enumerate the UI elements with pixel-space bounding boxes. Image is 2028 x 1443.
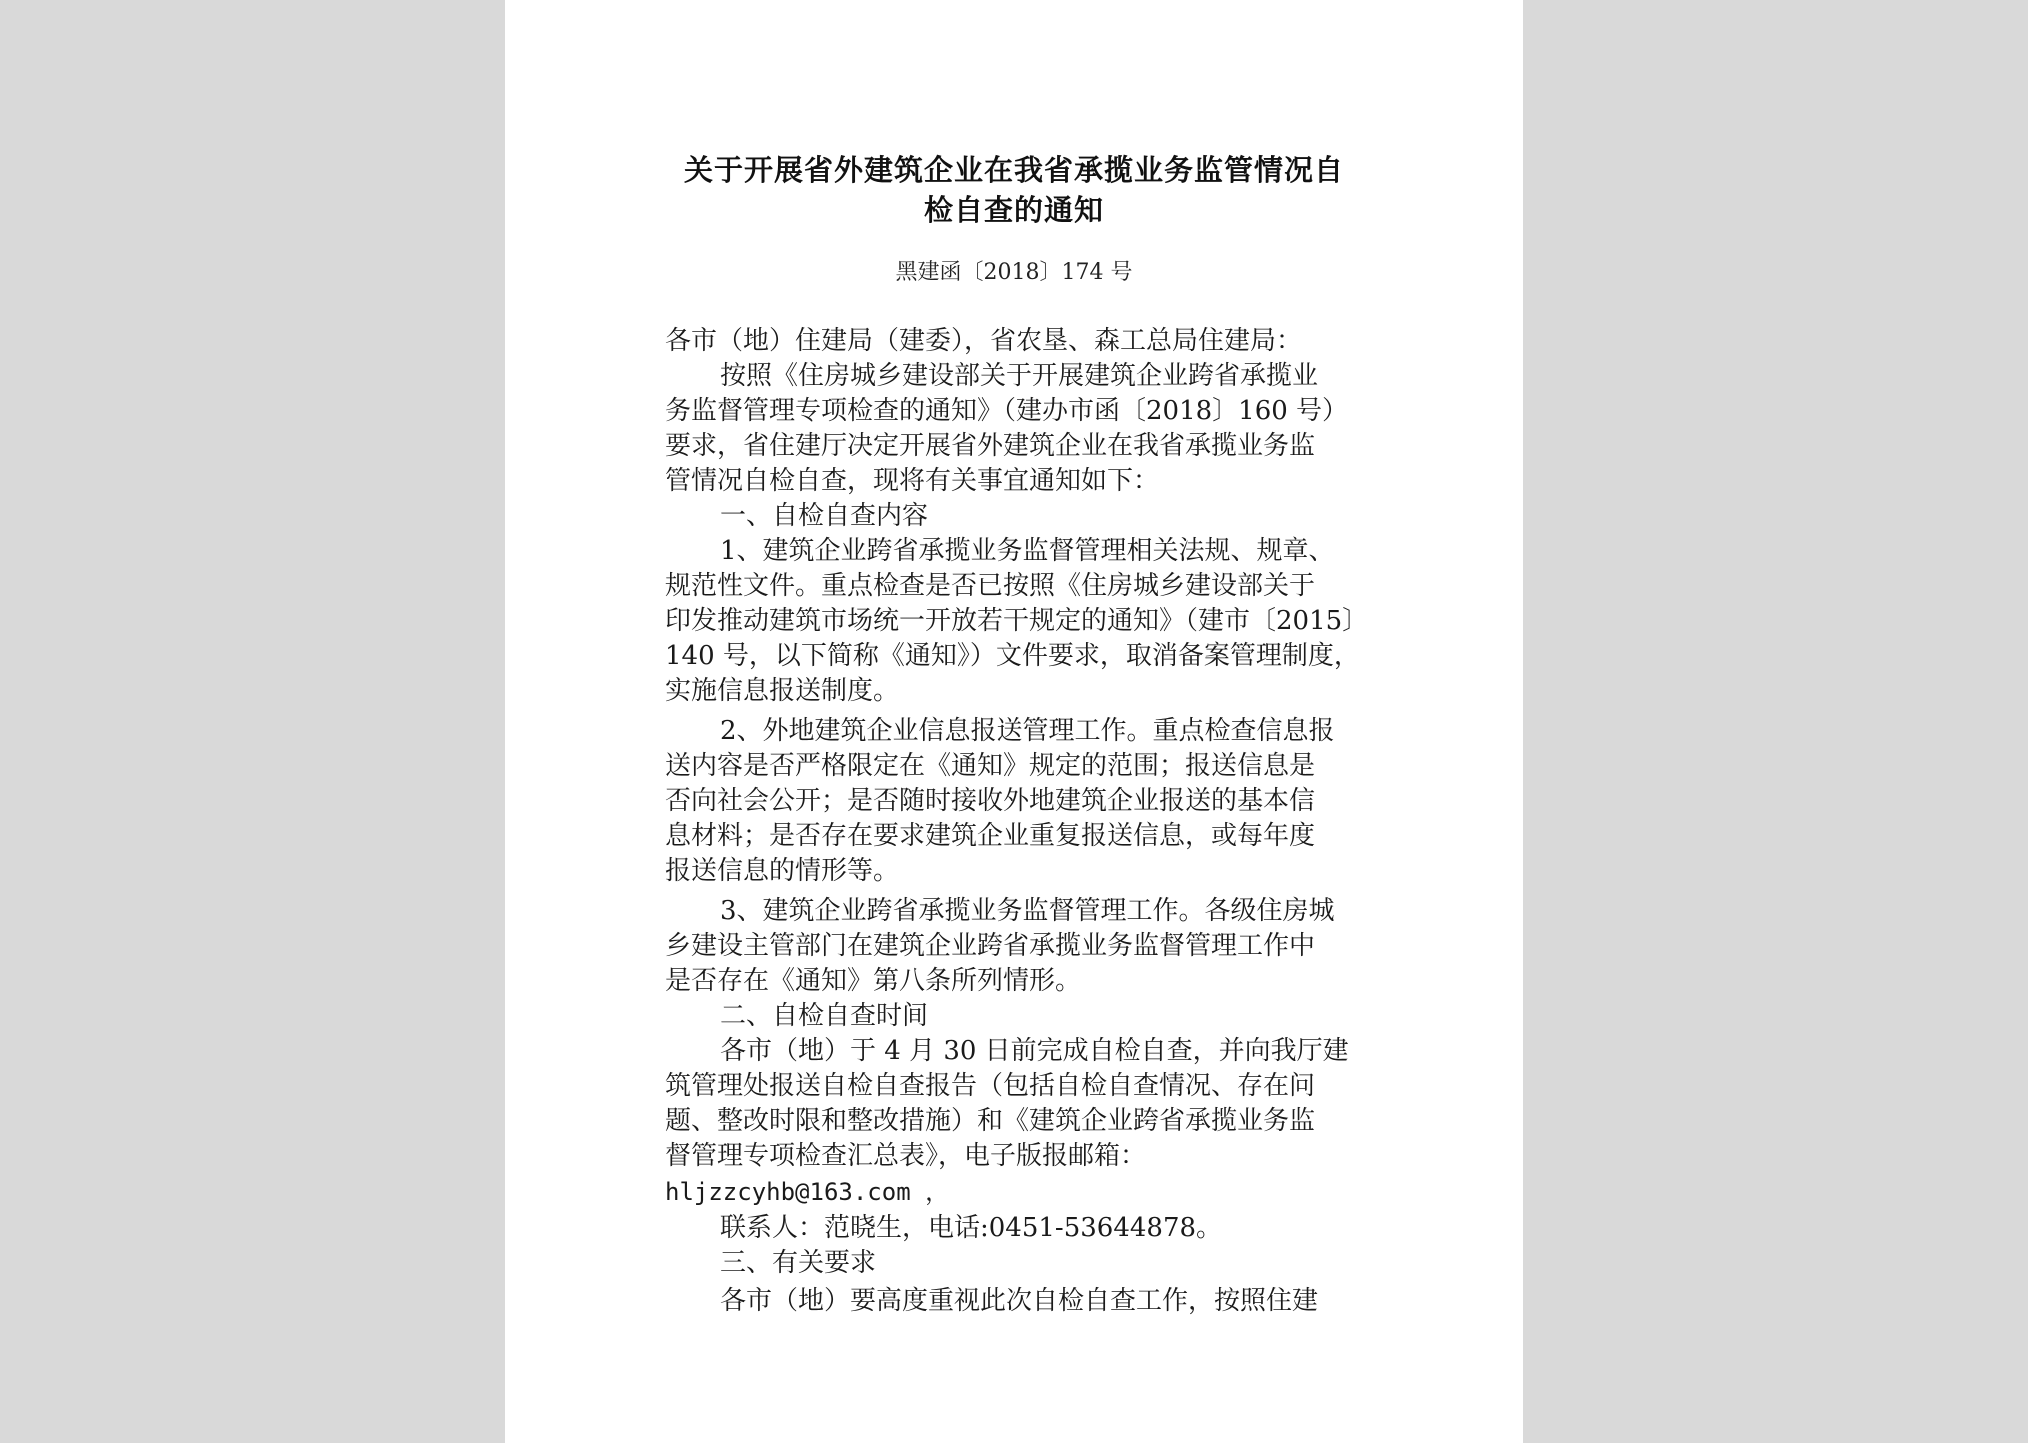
body-line: 按照《住房城乡建设部关于开展建筑企业跨省承揽业 bbox=[720, 361, 1319, 391]
document-title-line-2: 检自查的通知 bbox=[923, 193, 1104, 227]
body-line: 乡建设主管部门在建筑企业跨省承揽业务监督管理工作中 bbox=[665, 931, 1316, 961]
body-line: 送内容是否严格限定在《通知》规定的范围；报送信息是 bbox=[665, 751, 1316, 781]
body-line: 否向社会公开；是否随时接收外地建筑企业报送的基本信 bbox=[665, 786, 1316, 816]
body-line: 务监督管理专项检查的通知》（建办市函〔2018〕160 号） bbox=[665, 396, 1349, 426]
body-line: 督管理专项检查汇总表》，电子版报邮箱： bbox=[665, 1141, 1147, 1171]
body-line: 各市（地）于 4 月 30 日前完成自检自查，并向我厅建 bbox=[720, 1036, 1349, 1066]
body-line: 报送信息的情形等。 bbox=[665, 856, 900, 886]
section-heading: 一、自检自查内容 bbox=[720, 501, 929, 531]
body-line: 各市（地）住建局（建委），省农垦、森工总局住建局： bbox=[665, 326, 1303, 356]
body-line: 要求，省住建厅决定开展省外建筑企业在我省承揽业务监 bbox=[665, 431, 1316, 461]
body-line: 140 号，以下简称《通知》）文件要求，取消备案管理制度， bbox=[665, 641, 1360, 671]
body-line: 规范性文件。重点检查是否已按照《住房城乡建设部关于 bbox=[665, 571, 1316, 601]
body-line: 息材料；是否存在要求建筑企业重复报送信息，或每年度 bbox=[665, 821, 1316, 851]
email-address: hljzzcyhb@163.com ， bbox=[665, 1178, 950, 1206]
document-number: 黑建函〔2018〕174 号 bbox=[895, 260, 1133, 285]
body-line: 管情况自检自查，现将有关事宜通知如下： bbox=[665, 466, 1160, 496]
body-line: 筑管理处报送自检自查报告（包括自检自查情况、存在问 bbox=[665, 1071, 1316, 1101]
body-line: 实施信息报送制度。 bbox=[665, 676, 900, 706]
section-heading: 二、自检自查时间 bbox=[720, 1001, 929, 1031]
document-title-line-1: 关于开展省外建筑企业在我省承揽业务监管情况自 bbox=[683, 153, 1344, 187]
body-line: 3、建筑企业跨省承揽业务监督管理工作。各级住房城 bbox=[720, 896, 1335, 926]
body-line: 各市（地）要高度重视此次自检自查工作，按照住建 bbox=[720, 1286, 1319, 1316]
body-line: 2、外地建筑企业信息报送管理工作。重点检查信息报 bbox=[720, 716, 1335, 746]
section-heading: 三、有关要求 bbox=[720, 1248, 877, 1278]
body-line: 是否存在《通知》第八条所列情形。 bbox=[665, 966, 1082, 996]
body-line: 题、整改时限和整改措施）和《建筑企业跨省承揽业务监 bbox=[665, 1106, 1316, 1136]
contact-line: 联系人：范晓生，电话:0451-53644878。 bbox=[720, 1213, 1223, 1243]
document-page bbox=[505, 0, 1523, 1443]
body-line: 印发推动建筑市场统一开放若干规定的通知》（建市〔2015〕 bbox=[665, 606, 1369, 636]
body-line: 1、建筑企业跨省承揽业务监督管理相关法规、规章、 bbox=[720, 536, 1335, 566]
